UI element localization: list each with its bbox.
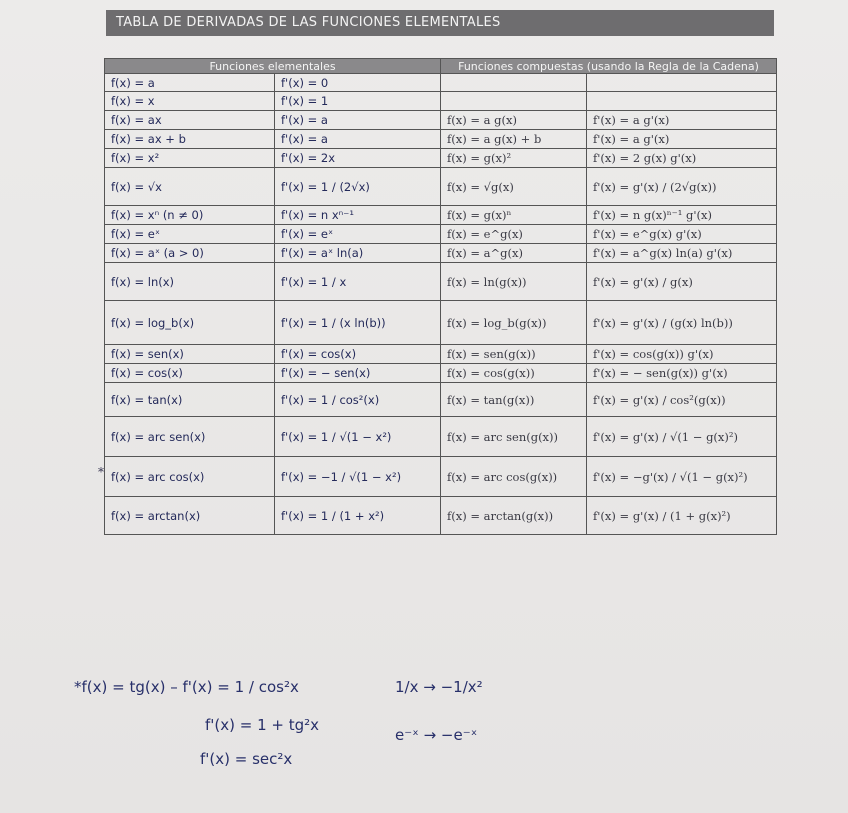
table-row	[105, 111, 777, 130]
composite-function-cell: f(x) = sen(g(x))	[441, 345, 587, 364]
function-cell: f(x) = ax + b	[105, 130, 275, 149]
derivative-cell: f'(x) = −1 / √(1 − x²)	[275, 457, 441, 497]
derivative-cell: f'(x) = 1 / cos²(x)	[275, 383, 441, 417]
function-cell: f(x) = ax	[105, 111, 275, 130]
composite-function-cell: f(x) = g(x)²	[441, 149, 587, 168]
derivative-cell: f'(x) = − sen(x)	[275, 364, 441, 383]
function-cell: f(x) = xⁿ (n ≠ 0)	[105, 206, 275, 225]
composite-function-cell: f(x) = tan(g(x))	[441, 383, 587, 417]
composite-function-cell: f(x) = e^g(x)	[441, 225, 587, 244]
function-cell: f(x) = arc cos(x)	[105, 457, 275, 497]
handwritten-notes	[0, 650, 848, 810]
derivative-cell: f'(x) = 1 / (2√x)	[275, 168, 441, 206]
header-elementales: Funciones elementales	[105, 59, 441, 74]
composite-function-cell: f(x) = cos(g(x))	[441, 364, 587, 383]
note-tangent-2: f'(x) = 1 + tg²x	[205, 716, 320, 734]
derivative-cell: f'(x) = 0	[275, 74, 441, 92]
composite-derivative-cell: f'(x) = e^g(x) g'(x)	[587, 225, 777, 244]
composite-derivative-cell: f'(x) = g'(x) / √(1 − g(x)²)	[587, 417, 777, 457]
function-cell: f(x) = cos(x)	[105, 364, 275, 383]
table-row	[105, 301, 777, 345]
note-tangent-3: f'(x) = sec²x	[200, 750, 293, 768]
function-cell: f(x) = aˣ (a > 0)	[105, 244, 275, 263]
table-header-row	[105, 59, 777, 74]
derivative-cell: f'(x) = 1 / x	[275, 263, 441, 301]
composite-function-cell	[441, 92, 587, 111]
composite-function-cell: f(x) = √g(x)	[441, 168, 587, 206]
note-reciprocal: 1/x → −1/x²	[395, 678, 483, 696]
note-exponential: e⁻ˣ → −e⁻ˣ	[395, 726, 478, 744]
composite-function-cell: f(x) = arctan(g(x))	[441, 497, 587, 535]
composite-function-cell: f(x) = ln(g(x))	[441, 263, 587, 301]
function-cell: f(x) = log_b(x)	[105, 301, 275, 345]
composite-derivative-cell: f'(x) = g'(x) / (g(x) ln(b))	[587, 301, 777, 345]
table-row	[105, 92, 777, 111]
composite-derivative-cell: f'(x) = −g'(x) / √(1 − g(x)²)	[587, 457, 777, 497]
table-row	[105, 417, 777, 457]
composite-derivative-cell	[587, 74, 777, 92]
derivative-cell: f'(x) = 1 / √(1 − x²)	[275, 417, 441, 457]
function-cell: f(x) = eˣ	[105, 225, 275, 244]
function-cell: f(x) = arc sen(x)	[105, 417, 275, 457]
derivatives-table	[104, 58, 777, 535]
table-row	[105, 345, 777, 364]
note-tangent: *f(x) = tg(x) – f'(x) = 1 / cos²x	[74, 678, 299, 696]
table-row	[105, 497, 777, 535]
derivative-cell: f'(x) = 1	[275, 92, 441, 111]
function-cell: f(x) = arctan(x)	[105, 497, 275, 535]
composite-function-cell: f(x) = log_b(g(x))	[441, 301, 587, 345]
table-row	[105, 168, 777, 206]
table-row	[105, 383, 777, 417]
composite-derivative-cell: f'(x) = g'(x) / g(x)	[587, 263, 777, 301]
function-cell: f(x) = √x	[105, 168, 275, 206]
table-row	[105, 244, 777, 263]
table-row	[105, 130, 777, 149]
composite-derivative-cell: f'(x) = a g'(x)	[587, 111, 777, 130]
table-row	[105, 263, 777, 301]
derivative-cell: f'(x) = eˣ	[275, 225, 441, 244]
table-title: TABLA DE DERIVADAS DE LAS FUNCIONES ELEMENTALES	[106, 10, 774, 36]
composite-function-cell: f(x) = a g(x) + b	[441, 130, 587, 149]
star-mark: *	[98, 465, 104, 479]
derivative-cell: f'(x) = 1 / (x ln(b))	[275, 301, 441, 345]
composite-derivative-cell: f'(x) = 2 g(x) g'(x)	[587, 149, 777, 168]
function-cell: f(x) = tan(x)	[105, 383, 275, 417]
composite-function-cell: f(x) = a g(x)	[441, 111, 587, 130]
composite-derivative-cell: f'(x) = cos(g(x)) g'(x)	[587, 345, 777, 364]
table-row	[105, 364, 777, 383]
composite-function-cell	[441, 74, 587, 92]
function-cell: f(x) = a	[105, 74, 275, 92]
function-cell: f(x) = sen(x)	[105, 345, 275, 364]
function-cell: f(x) = x	[105, 92, 275, 111]
composite-derivative-cell: f'(x) = g'(x) / (2√g(x))	[587, 168, 777, 206]
composite-derivative-cell: f'(x) = g'(x) / (1 + g(x)²)	[587, 497, 777, 535]
table-row	[105, 225, 777, 244]
derivative-cell: f'(x) = 2x	[275, 149, 441, 168]
composite-function-cell: f(x) = a^g(x)	[441, 244, 587, 263]
function-cell: f(x) = ln(x)	[105, 263, 275, 301]
composite-function-cell: f(x) = g(x)ⁿ	[441, 206, 587, 225]
derivative-cell: f'(x) = n xⁿ⁻¹	[275, 206, 441, 225]
header-compuestas: Funciones compuestas (usando la Regla de la Cadena)	[441, 59, 777, 74]
derivative-cell: f'(x) = aˣ ln(a)	[275, 244, 441, 263]
function-cell: f(x) = x²	[105, 149, 275, 168]
composite-function-cell: f(x) = arc sen(g(x))	[441, 417, 587, 457]
composite-derivative-cell: f'(x) = a^g(x) ln(a) g'(x)	[587, 244, 777, 263]
derivative-cell: f'(x) = cos(x)	[275, 345, 441, 364]
composite-derivative-cell: f'(x) = − sen(g(x)) g'(x)	[587, 364, 777, 383]
composite-derivative-cell: f'(x) = g'(x) / cos²(g(x))	[587, 383, 777, 417]
composite-derivative-cell: f'(x) = n g(x)ⁿ⁻¹ g'(x)	[587, 206, 777, 225]
derivative-cell: f'(x) = a	[275, 130, 441, 149]
composite-function-cell: f(x) = arc cos(g(x))	[441, 457, 587, 497]
derivative-cell: f'(x) = 1 / (1 + x²)	[275, 497, 441, 535]
derivative-cell: f'(x) = a	[275, 111, 441, 130]
table-row	[105, 457, 777, 497]
table-row	[105, 149, 777, 168]
composite-derivative-cell	[587, 92, 777, 111]
table-row	[105, 206, 777, 225]
composite-derivative-cell: f'(x) = a g'(x)	[587, 130, 777, 149]
table-row	[105, 74, 777, 92]
